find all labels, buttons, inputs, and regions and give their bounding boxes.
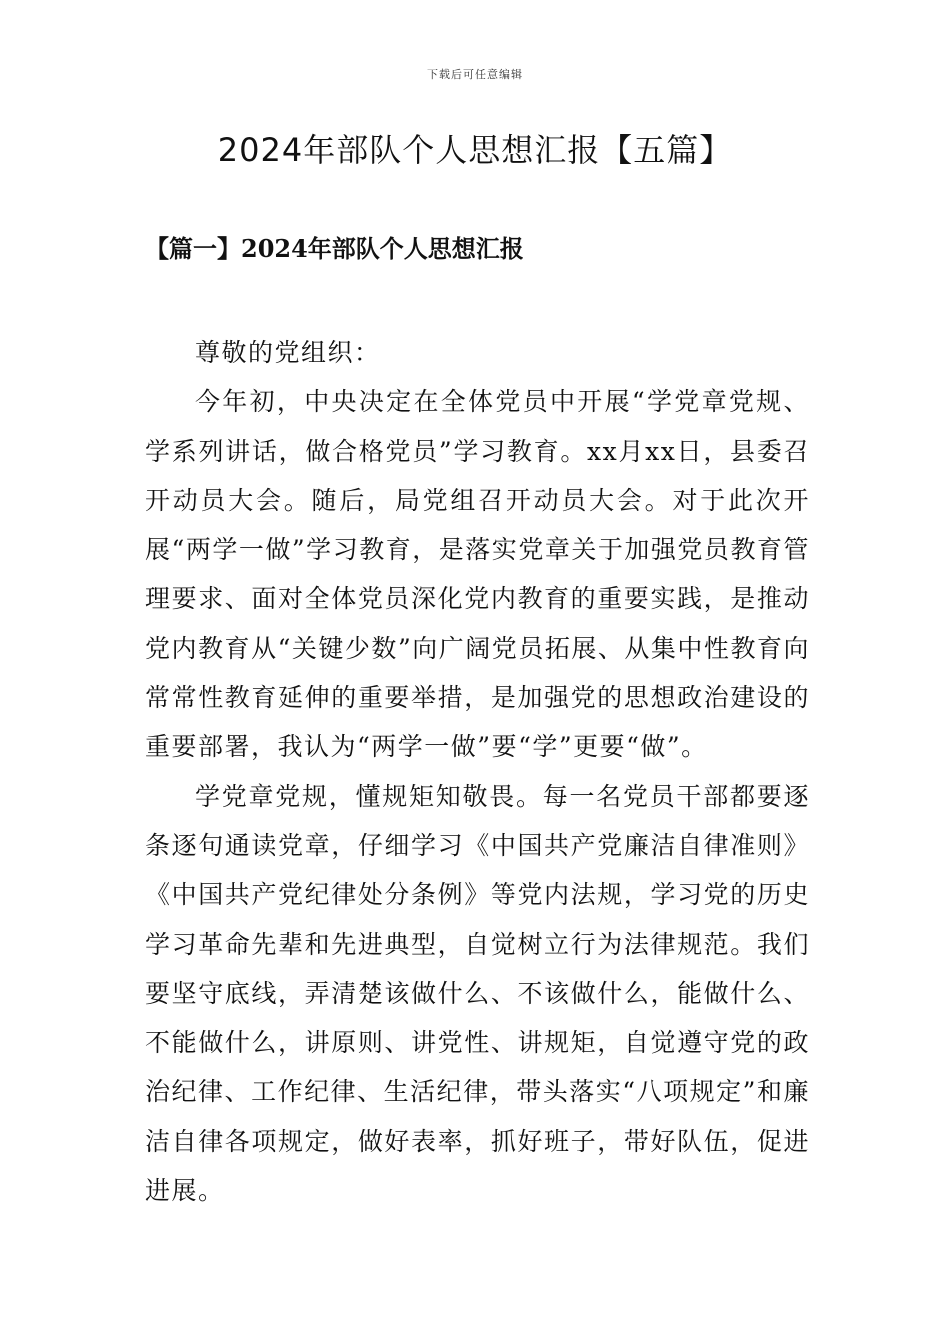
document-title: 2024年部队个人思想汇报【五篇】 — [217, 131, 733, 169]
page-header-note: 下载后可任意编辑 — [427, 68, 523, 81]
salutation: 尊敬的党组织： — [195, 338, 381, 367]
section-heading: 【篇一】2024年部队个人思想汇报 — [145, 234, 524, 263]
paragraph-2: 学党章党规，懂规矩知敬畏。每一名党员干部都要逐条逐句通读党章，仔细学习《中国共产党廉洁自律准则》《中国共产党纪律处分条例》等党内法规，学习党的历史学习革命先辈和先进典型，自觉树立行为法律规范。我们要坚守底线，弄清楚该做什么、不该做什么，能做什么、不能做什么，讲原则、讲党性、讲规矩，自觉遵守党的政治纪律、工作纪律、生活纪律，带头落实“八项规定”和廉洁自律各项规定，做好表率，抓好班子，带好队伍，促进进展。 — [145, 781, 810, 1206]
document-body — [145, 328, 810, 1215]
paragraph-1: 今年初，中央决定在全体党员中开展“学党章党规、学系列讲话，做合格党员”学习教育。xx月xx日，县委召开动员大会。随后，局党组召开动员大会。对于此次开展“两学一做”学习教育，是落实党章关于加强党员教育管理要求、面对全体党员深化党内教育的重要实践，是推动党内教育从“关键少数”向广阔党员拓展、从集中性教育向常常性教育延伸的重要举措，是加强党的思想政治建设的重要部署，我认为“两学一做”要“学”更要“做”。 — [145, 387, 810, 762]
